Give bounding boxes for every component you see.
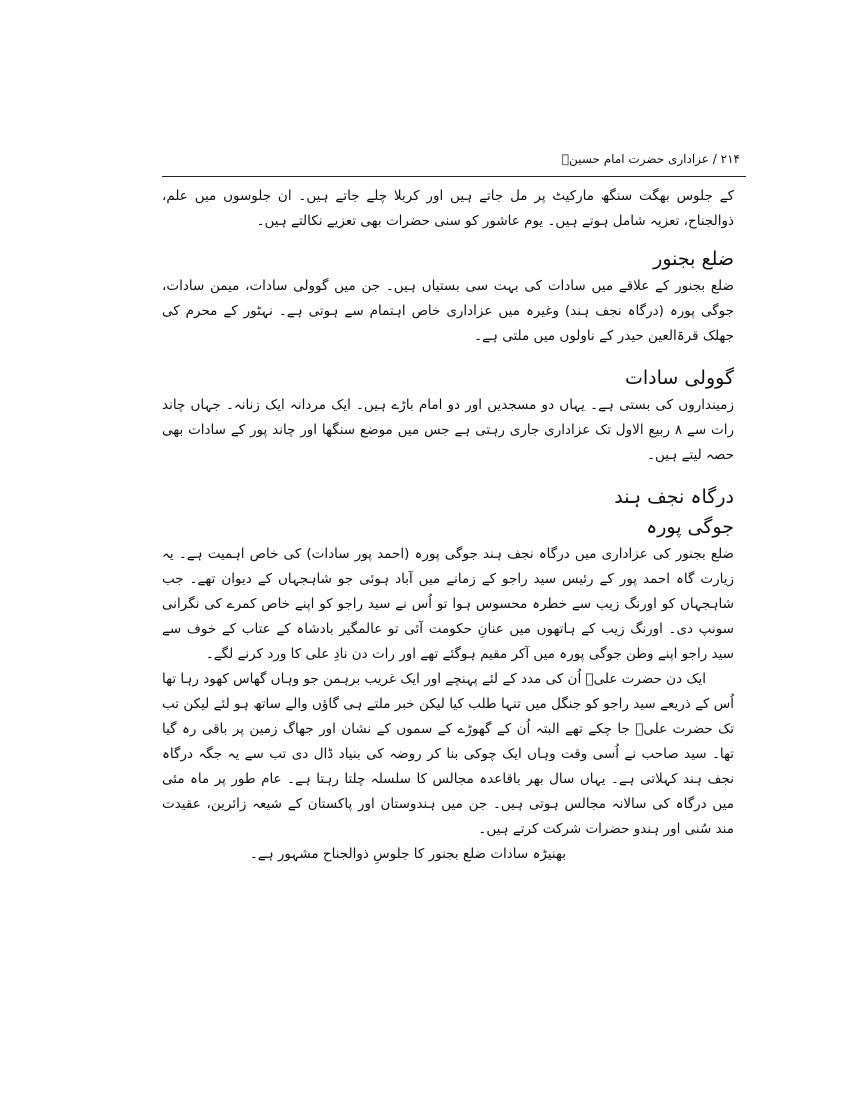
page-content xyxy=(162,184,734,867)
header-separator: / xyxy=(712,152,717,166)
dargah-paragraph-3: بھنیڑہ سادات ضلع بجنور کا جلوسِ ذوالجناح مشہور ہے۔ xyxy=(249,846,566,862)
dargah-paragraph-1: ضلع بجنور کی عزاداری میں درگاہ نجف ہند جوگی پورہ (احمد پور سادات) کی خاص اہمیت ہے۔ یہ زیارت گاہ احمد پور کے رئیس سید راجو کے زمانے میں آباد ہوئی جو شاہجہاں کے دیوان تھے۔ جب شاہجہاں کو اورنگ زیب سے خطرہ محسوس ہوا تو اُس نے سید راجو کو اپنے خاص کمرے کی نگرانی سونپ دی۔ اورنگ زیب کے ہاتھوں میں عنانِ حکومت آئی تو عالمگیر بادشاہ کے عتاب کے خوف سے سید راجو اپنے وطن جوگی پورہ میں آکر مقیم ہوگئے تھے اور رات دن نادِ علی کا ورد کرنے لگے۔ xyxy=(162,546,734,662)
page-number: ۲۱۴ xyxy=(720,152,740,166)
header-rule xyxy=(162,176,746,177)
intro-paragraph: کے جلوس بھگت سنگھ مارکیٹ پر مل جاتے ہیں اور کربلا چلے جاتے ہیں۔ ان جلوسوں میں علم، ذوالجناح، تعزیہ شامل ہوتے ہیں۔ یوم عاشور کو سنی حضرات بھی تعزیے نکالتے ہیں۔ xyxy=(162,188,734,229)
bijnor-paragraph: ضلع بجنور کے علاقے میں سادات کی بہت سی بستیاں ہیں۔ جن میں گوولی سادات، میمن سادات، جوگی پورہ (درگاہ نجف ہند) وغیرہ میں عزاداری خاص اہتمام سے ہوتی ہے۔ نہٹور کے محرم کی جھلک قرۃالعین حیدر کے ناولوں میں ملتی ہے۔ xyxy=(162,278,734,344)
section-heading-gowli: گوولی سادات xyxy=(624,367,734,389)
running-header xyxy=(562,152,740,166)
section-heading-bijnor: ضلع بجنور xyxy=(653,248,734,270)
spacer xyxy=(162,349,734,363)
gowli-paragraph: زمینداروں کی بستی ہے۔ یہاں دو مسجدیں اور دو امام باڑے ہیں۔ ایک مردانہ ایک زنانہ۔ جہاں چاند رات سے ۸ ربیع الاول تک عزاداری جاری رہتی ہے جس میں موضع سنگھا اور چاند پور کے سادات بھی حصہ لیتے ہیں۔ xyxy=(162,397,734,463)
spacer xyxy=(162,468,734,482)
section-heading-dargah: درگاہ نجف ہند xyxy=(614,486,734,508)
dargah-paragraph-2: ایک دن حضرت علیؑ اُن کی مدد کے لئے پہنچے اور ایک غریب برہمن جو وہاں گھاس کھود رہا تھا اُس کے ذریعے سید راجو کو جنگل میں تنہا طلب کیا لیکن خبر ملتے ہی گاؤں والے ساتھ ہو لئے لیکن تب تک حضرت علیؑ جا چکے تھے البتہ اُن کے گھوڑے کے سموں کے نشان اور جھاگ زمین پر باقی رہ گیا تھا۔ سید صاحب نے اُسی وقت وہاں ایک چوکی بنا کر روضہ کی بنیاد ڈال دی تب سے یہ جگہ درگاہ نجف ہند کہلاتی ہے۔ یہاں سال بھر باقاعدہ مجالس کا سلسلہ چلتا رہتا ہے۔ عام طور پر ماہ مئی میں درگاہ کی سالانہ مجالس ہوتی ہیں۔ جن میں ہندوستان اور پاکستان کے شیعہ زائرین، عقیدت مند سُنی اور ہندو حضرات شرکت کرتے ہیں۔ xyxy=(161,671,734,837)
section-subheading-jogipura: جوگی پورہ xyxy=(646,516,734,538)
book-title: عزاداری حضرت امام حسینؑ xyxy=(561,152,709,166)
spacer xyxy=(162,234,734,244)
